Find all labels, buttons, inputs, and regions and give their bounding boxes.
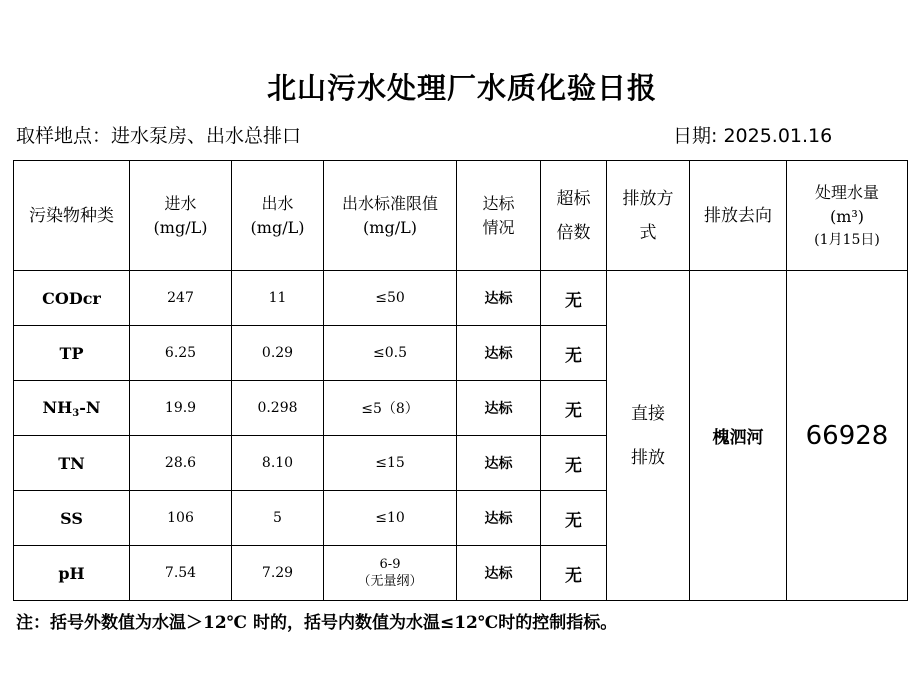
outflow-value: 0.298 [232,381,324,436]
exceed-value: 无 [541,436,607,491]
header-inflow: 进水 (mg/L) [130,161,232,271]
sampling-location: 取样地点：进水泵房、出水总排口 [16,125,302,147]
outflow-value: 8.10 [232,436,324,491]
outflow-value: 11 [232,271,324,326]
limit-value: ≤10 [324,491,457,546]
header-discharge-method: 排放方 式 [607,161,690,271]
header-outflow: 出水 (mg/L) [232,161,324,271]
status-value: 达标 [457,271,541,326]
treated-volume: 66928 [787,271,908,601]
water-quality-table [13,160,908,601]
status-value: 达标 [457,326,541,381]
exceed-value: 无 [541,271,607,326]
header-volume: 处理水量 (m³) (1月15日) [787,161,908,271]
table-row [14,271,908,326]
pollutant-name: pH [14,546,130,601]
inflow-value: 106 [130,491,232,546]
inflow-value: 28.6 [130,436,232,491]
footnote: 注：括号外数值为水温＞12℃ 时的，括号内数值为水温≤12℃时的控制指标。 [16,613,618,633]
limit-value: 6-9 （无量纲） [324,546,457,601]
status-value: 达标 [457,381,541,436]
outflow-value: 0.29 [232,326,324,381]
limit-value: ≤5（8） [324,381,457,436]
pollutant-name: CODcr [14,271,130,326]
header-pollutant: 污染物种类 [14,161,130,271]
limit-value: ≤15 [324,436,457,491]
inflow-value: 7.54 [130,546,232,601]
header-limit: 出水标准限值 (mg/L) [324,161,457,271]
limit-value: ≤50 [324,271,457,326]
exceed-value: 无 [541,546,607,601]
header-discharge-to: 排放去向 [690,161,787,271]
outflow-value: 7.29 [232,546,324,601]
discharge-method: 直接 排放 [607,271,690,601]
pollutant-name: TP [14,326,130,381]
report-date: 日期: 2025.01.16 [673,125,833,147]
header-status: 达标 情况 [457,161,541,271]
pollutant-name: $NH_3-N$ [14,381,130,436]
inflow-value: 19.9 [130,381,232,436]
status-value: 达标 [457,491,541,546]
limit-value: ≤0.5 [324,326,457,381]
status-value: 达标 [457,436,541,491]
discharge-destination: 槐泗河 [690,271,787,601]
pollutant-name: TN [14,436,130,491]
header-exceed: 超标 倍数 [541,161,607,271]
exceed-value: 无 [541,491,607,546]
exceed-value: 无 [541,381,607,436]
inflow-value: 247 [130,271,232,326]
inflow-value: 6.25 [130,326,232,381]
header-row [14,161,908,271]
report-title: 北山污水处理厂水质化验日报 [266,71,657,105]
pollutant-name: SS [14,491,130,546]
outflow-value: 5 [232,491,324,546]
status-value: 达标 [457,546,541,601]
exceed-value: 无 [541,326,607,381]
